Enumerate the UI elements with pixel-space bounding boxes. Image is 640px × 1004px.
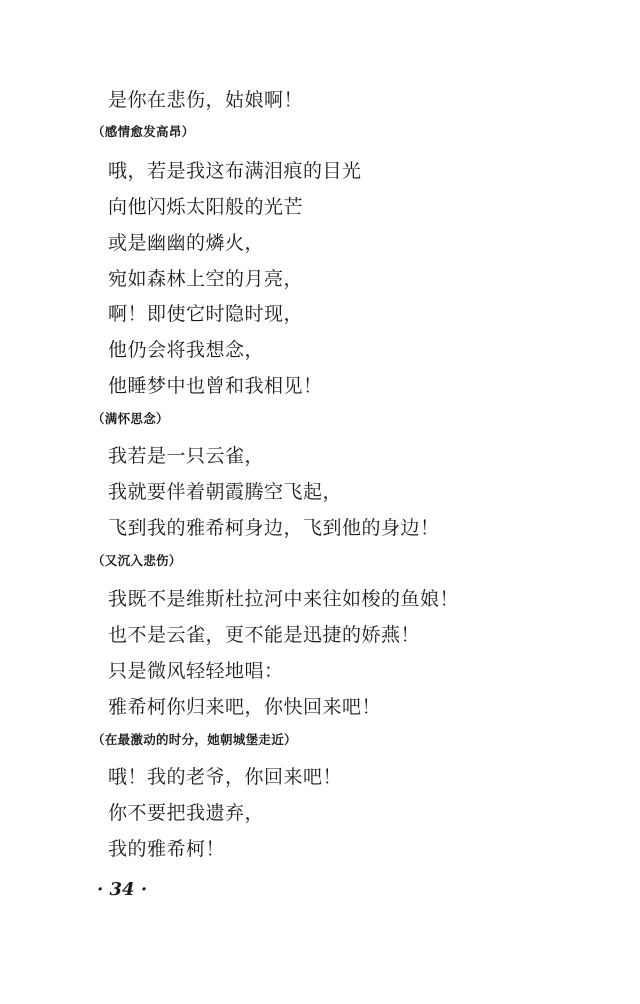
verse-line: 我就要伴着朝霞腾空飞起， (108, 481, 343, 503)
verse-line: 啊！即使它时隐时现， (108, 303, 304, 325)
verse-line: 他睡梦中也曾和我相见！ (108, 375, 323, 397)
stage-direction: （满怀思念） (92, 411, 169, 426)
verse-line: 我若是一只云雀， (108, 445, 265, 467)
verse-line: 哦，若是我这布满泪痕的目光 (108, 160, 362, 182)
verse-line: 宛如森林上空的月亮， (108, 268, 304, 290)
verse-line: 他仍会将我想念， (108, 339, 265, 361)
verse-line: 飞到我的雅希柯身边，飞到他的身边！ (108, 517, 440, 539)
verse-line: 你不要把我遗弃， (108, 802, 265, 824)
verse-line: 我既不是维斯杜拉河中来往如梭的鱼娘！ (108, 588, 460, 610)
verse-line: 向他闪烁太阳般的光芒 (108, 196, 304, 218)
verse-line: 或是幽幽的燐火， (108, 232, 265, 254)
verse-line: 也不是云雀，更不能是迅捷的娇燕！ (108, 624, 421, 646)
verse-line: 雅希柯你归来吧，你快回来吧！ (108, 696, 382, 718)
verse-line: 哦！我的老爷，你回来吧！ (108, 766, 343, 788)
verse-line: 我的雅希柯！ (108, 838, 226, 860)
stage-direction: （在最激动的时分，她朝城堡走近） (92, 732, 297, 747)
stage-direction: （又沉入悲伤） (92, 553, 182, 568)
stage-direction: （感情愈发高昂） (92, 124, 195, 139)
verse-line: 是你在悲伤，姑娘啊！ (108, 89, 304, 111)
verse-line: 只是微风轻轻地唱： (108, 660, 284, 682)
page-number: · 34 · (97, 879, 148, 900)
